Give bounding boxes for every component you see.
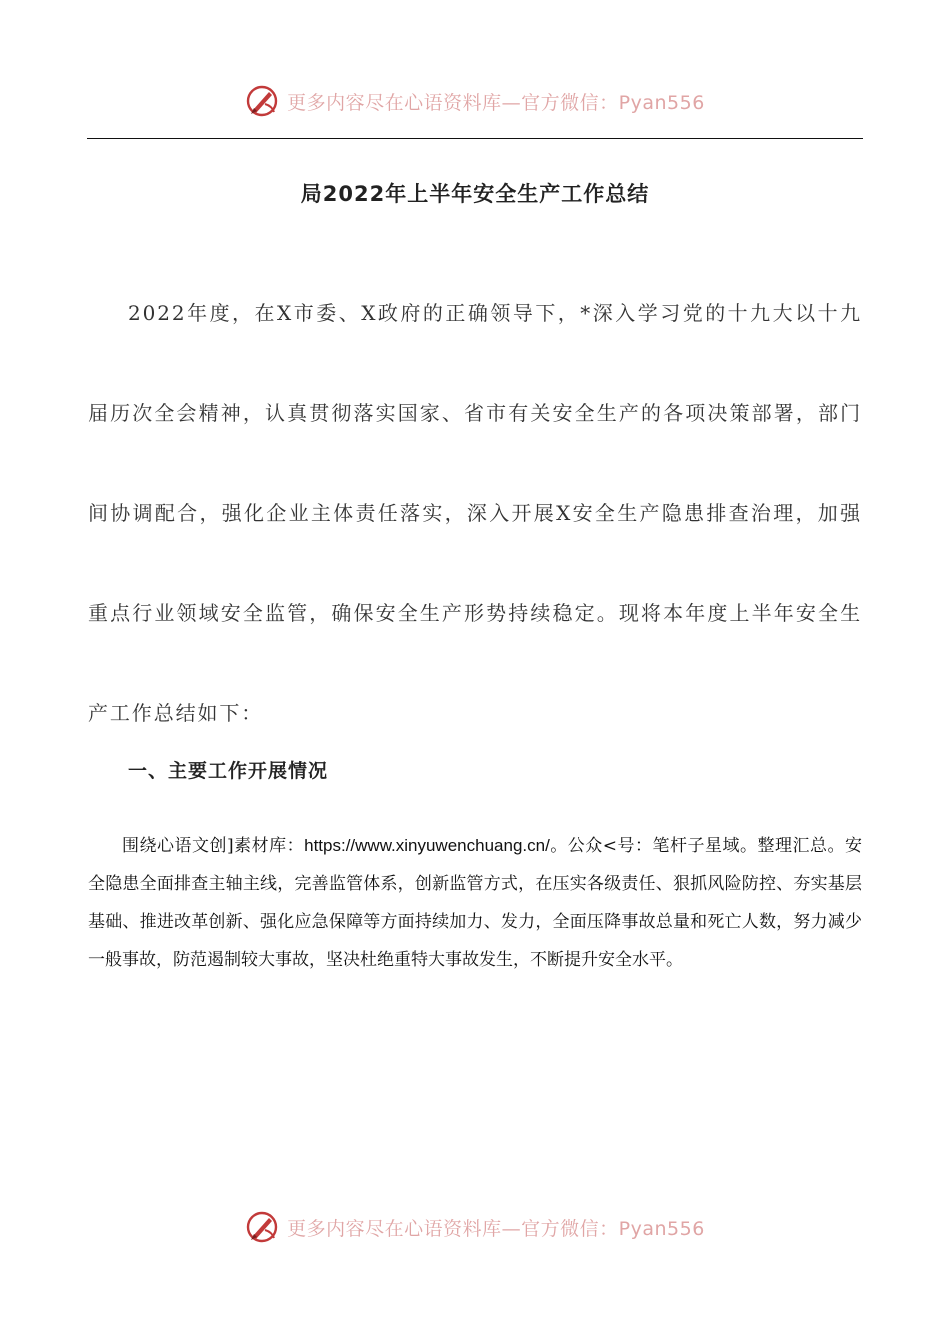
section-heading: 一、主要工作开展情况 [128,760,329,782]
pen-logo-icon [245,1210,279,1244]
document-title: 局2022年上半年安全生产工作总结 [300,182,650,206]
pen-logo-icon [245,84,279,118]
header-divider [87,138,863,139]
footer-banner [0,1210,950,1244]
header-banner-text: 更多内容尽在心语资料库—官方微信：Pyan556 [287,91,705,114]
footer-banner-text: 更多内容尽在心语资料库—官方微信：Pyan556 [287,1217,705,1240]
website-url: https://www.xinyuwenchuang.cn/ [304,836,550,855]
section-body-paragraph: 围绕心语文创]素材库：https://www.xinyuwenchuang.cn/。公众<号：笔杆子星域。整理汇总。安全隐患全面排查主轴主线，完善监管体系，创新监管方式，在压实各级责任、狠抓风险防控、夯实基层基础、推进改革创新、强化应急保障等方面持续加力、发力，全面压降事故总量和死亡人数，努力减少一般事故，防范遏制较大事故，坚决杜绝重特大事故发生，不断提升安全水平。 [88,836,862,970]
intro-paragraph: 2022年度，在X市委、X政府的正确领导下，*深入学习党的十九大以十九届历次全会精神，认真贯彻落实国家、省市有关安全生产的各项决策部署，部门间协调配合，强化企业主体责任落实，深入开展X安全生产隐患排查治理，加强重点行业领域安全监管，确保安全生产形势持续稳定。现将本年度上半年安全生产工作总结如下： [88,301,862,725]
header-banner [0,84,950,118]
